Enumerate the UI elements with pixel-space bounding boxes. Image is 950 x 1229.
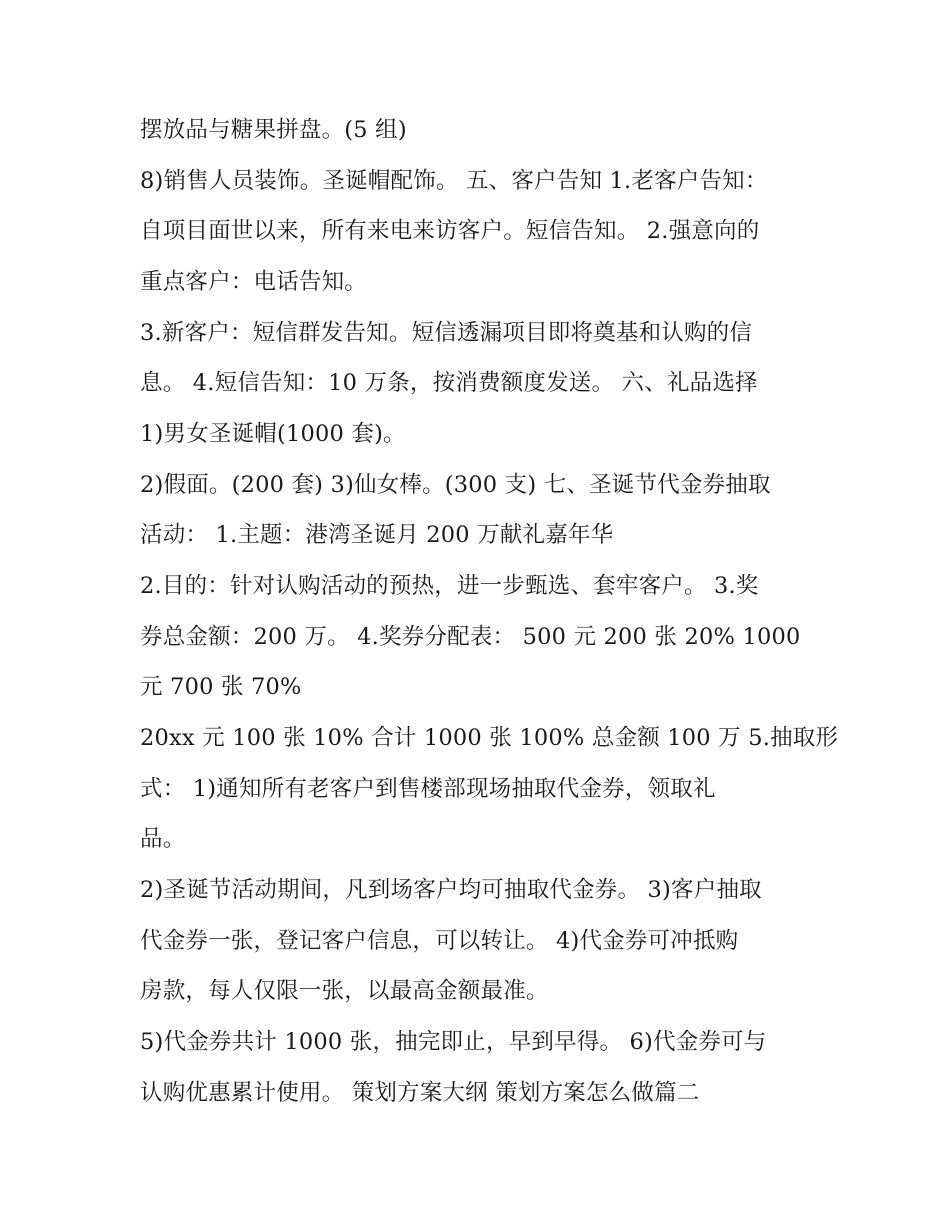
text-line: 2)圣诞节活动期间，凡到场客户均可抽取代金券。 3)客户抽取 bbox=[140, 877, 762, 903]
text-line: 房款，每人仅限一张，以最高金额最准。 bbox=[140, 978, 549, 1004]
text-line: 活动： 1.主题：港湾圣诞月 200 万献礼嘉年华 bbox=[140, 522, 614, 548]
text-line: 摆放品与糖果拼盘。(5 组) bbox=[140, 117, 407, 143]
text-line: 2.目的：针对认购活动的预热，进一步甄选、套牢客户。 3.奖 bbox=[140, 573, 759, 599]
text-line: 元 700 张 70% bbox=[140, 674, 302, 700]
text-line: 重点客户：电话告知。 bbox=[140, 269, 368, 295]
text-line: 5)代金券共计 1000 张，抽完即止，早到早得。 6)代金券可与 bbox=[140, 1029, 767, 1055]
text-line: 品。 bbox=[140, 826, 186, 852]
text-line: 2)假面。(200 套) 3)仙女棒。(300 支) 七、圣诞节代金券抽取 bbox=[140, 472, 771, 498]
text-line: 1)男女圣诞帽(1000 套)。 bbox=[140, 421, 406, 447]
text-line: 20xx 元 100 张 10% 合计 1000 张 100% 总金额 100 万 5.抽取形 bbox=[140, 725, 839, 751]
text-line: 8)销售人员装饰。圣诞帽配饰。 五、客户告知 1.老客户告知： bbox=[140, 168, 768, 194]
text-line: 3.新客户：短信群发告知。短信透漏项目即将奠基和认购的信 bbox=[140, 320, 753, 346]
text-line: 自项目面世以来，所有来电来访客户。短信告知。 2.强意向的 bbox=[140, 218, 760, 244]
text-line: 券总金额：200 万。 4.奖券分配表： 500 元 200 张 20% 1000 bbox=[140, 624, 801, 650]
text-line: 认购优惠累计使用。 策划方案大纲 策划方案怎么做篇二 bbox=[140, 1080, 700, 1106]
text-line: 代金券一张，登记客户信息，可以转让。 4)代金券可冲抵购 bbox=[140, 928, 739, 954]
text-line: 式： 1)通知所有老客户到售楼部现场抽取代金券，领取礼 bbox=[140, 776, 716, 802]
text-line: 息。 4.短信告知：10 万条，按消费额度发送。 六、礼品选择 bbox=[140, 370, 758, 396]
